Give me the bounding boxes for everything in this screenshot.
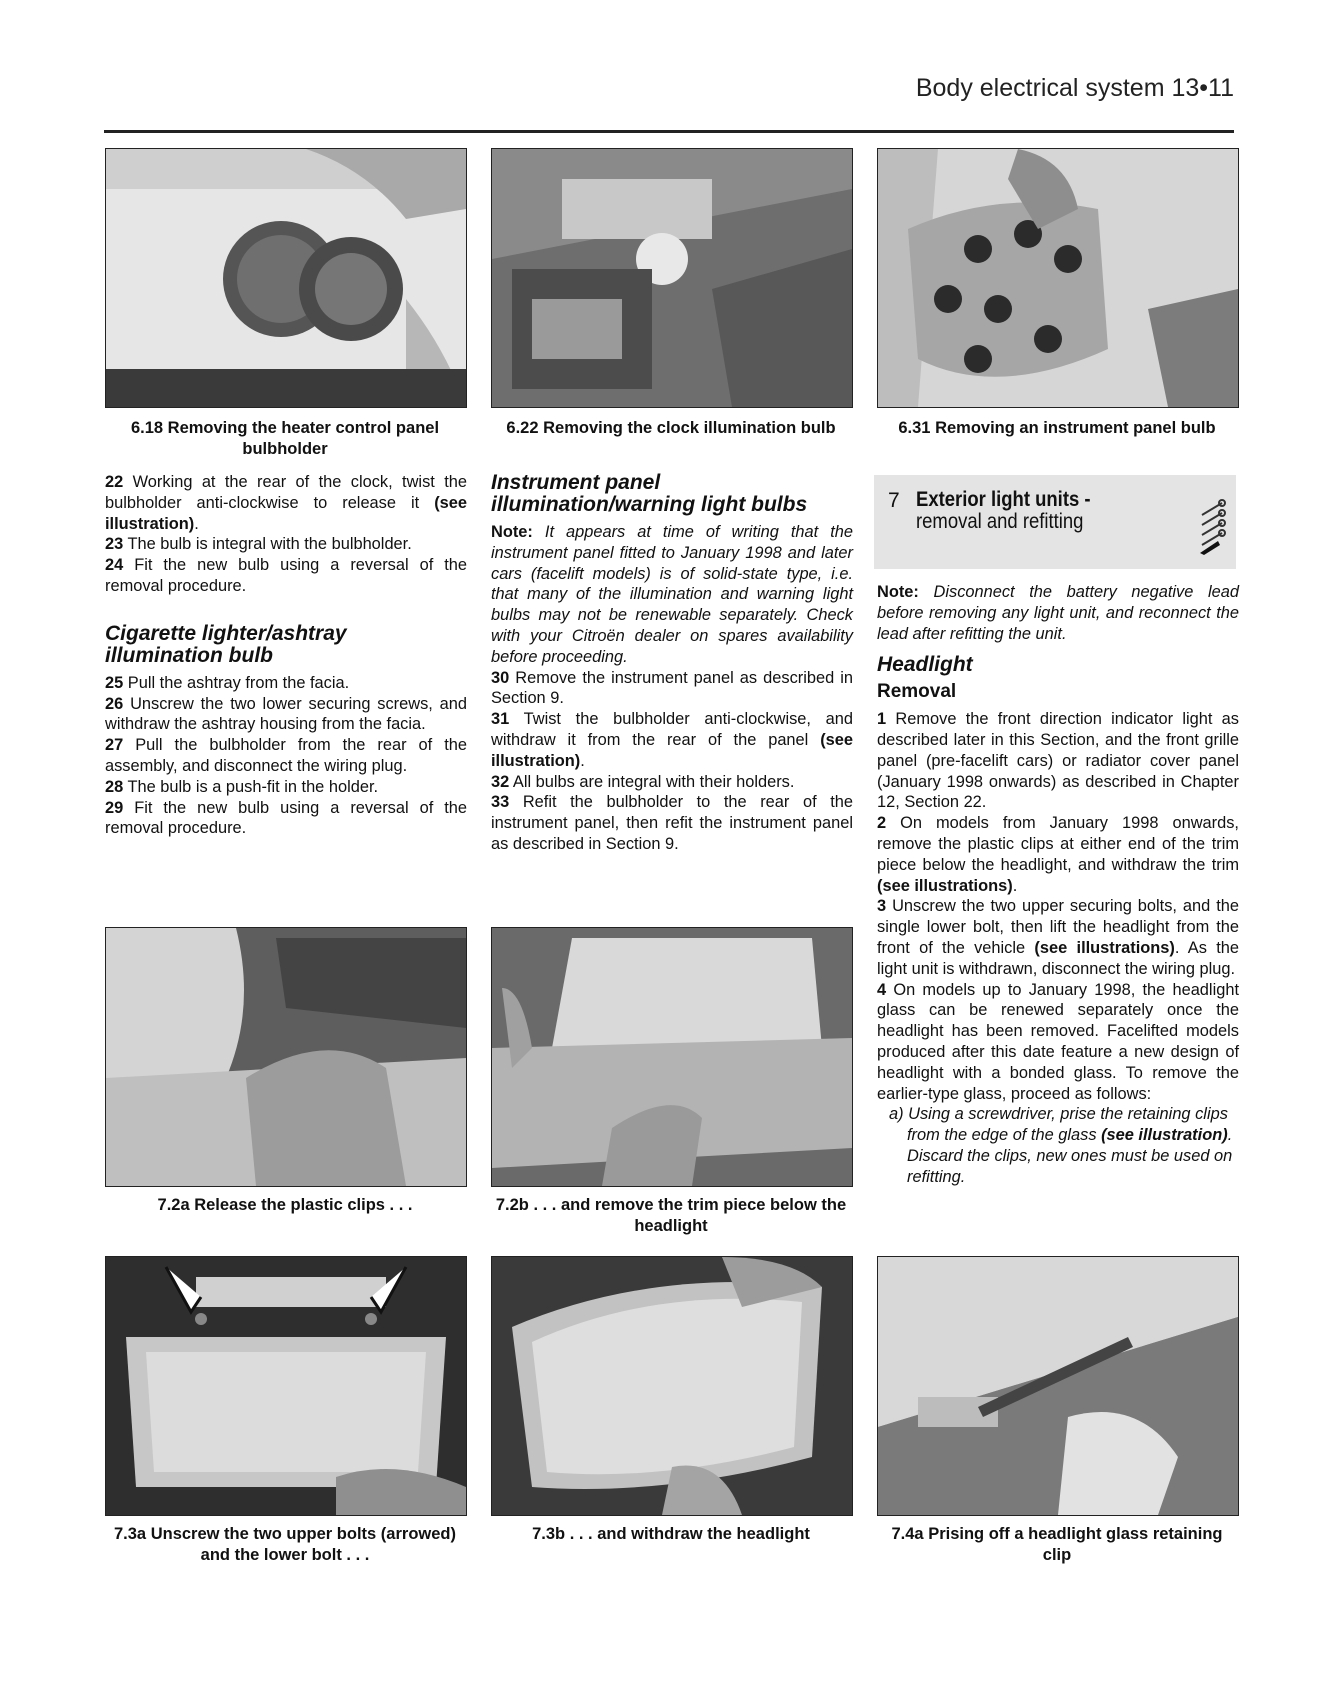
step-29: 29 Fit the new bulb using a reversal of the removal procedure.	[105, 798, 467, 838]
section-7-header	[874, 475, 1236, 569]
photo-7-2a	[105, 927, 467, 1187]
step-25: 25 Pull the ashtray from the facia.	[105, 673, 350, 692]
photo-7-2b	[491, 927, 853, 1187]
step-28: 28 The bulb is a push-fit in the holder.	[105, 777, 379, 796]
note-exterior-lights: Note: Disconnect the battery negative lead before removing any light unit, and reconnect the lead after refitting the unit.	[877, 583, 1239, 643]
step-33: 33 Refit the bulbholder to the rear of the instrument panel, then refit the instrument panel as described in Section 9.	[491, 793, 853, 853]
photo-6-31	[877, 148, 1239, 408]
step-31: 31 Twist the bulbholder anti-clockwise, and withdraw it from the rear of the panel (see illustration).	[491, 710, 853, 770]
text-column-2	[491, 472, 853, 855]
caption-7-2b: 7.2b . . . and remove the trim piece below the headlight	[495, 1196, 847, 1235]
step-26: 26 Unscrew the two lower securing screws, and withdraw the ashtray housing from the facia.	[105, 694, 468, 734]
step-27: 27 Pull the bulbholder from the rear of the assembly, and disconnect the wiring plug.	[105, 736, 467, 775]
step-30: 30 Remove the instrument panel as described in Section 9.	[491, 668, 853, 708]
step-4a: a) Using a screwdriver, prise the retaining clips from the edge of the glass (see illustration). Discard the clips, new ones must be used on refitting.	[889, 1105, 1233, 1186]
caption-6-22: 6.22 Removing the clock illumination bulb	[506, 419, 836, 437]
section-number: 7	[888, 489, 900, 512]
step-1: 1 Remove the front direction indicator light as described later in this Section, and the front grille panel (pre-facelift cars) or radiator cover panel (January 1998 onwards) as described in Chapter 12, Section 22.	[877, 710, 1239, 812]
caption-7-2a: 7.2a Release the plastic clips . . .	[157, 1196, 413, 1214]
step-4: 4 On models up to January 1998, the headlight glass can be renewed separately once the headlight has been removed. Facelifted models produced after this date feature a new design of headlight with a bonded glass. To remove the earlier-type glass, proceed as follows:	[877, 980, 1239, 1103]
caption-7-4a: 7.4a Prising off a headlight glass retaining clip	[891, 1525, 1223, 1564]
text-column-3	[877, 582, 1239, 1188]
caption-6-31: 6.31 Removing an instrument panel bulb	[898, 419, 1216, 437]
caption-7-3a: 7.3a Unscrew the two upper bolts (arrowed) and the lower bolt . . .	[114, 1525, 456, 1564]
photo-6-22	[491, 148, 853, 408]
heading-instrument-panel: Instrument panel illumination/warning light bulbs	[491, 471, 808, 516]
photo-7-4a	[877, 1256, 1239, 1516]
step-22: 22 Working at the rear of the clock, twist the bulbholder anti-clockwise to release it (see illustration).	[105, 473, 467, 533]
section-title: Exterior light units - removal and refitting	[916, 488, 1091, 533]
subheading-removal: Removal	[877, 681, 957, 703]
note-instrument-panel: Note: It appears at time of writing that the instrument panel fitted to January 1998 and later cars (facelift models) is of solid-state type, i.e. that many of the illumination and warning light bulbs may not be renewable separately. Check with your Citroën dealer on spares availability before proceeding.	[491, 523, 853, 666]
step-3: 3 Unscrew the two upper securing bolts, and the single lower bolt, then lift the headlight from the front of the vehicle (see illustrations). As the light unit is withdrawn, disconnect the wiring plug.	[877, 897, 1240, 978]
page-header	[104, 74, 1234, 133]
text-column-1	[105, 472, 467, 839]
caption-6-18: 6.18 Removing the heater control panel bulbholder	[130, 419, 440, 458]
step-2: 2 On models from January 1998 onwards, remove the plastic clips at either end of the trim piece below the headlight, and withdraw the trim (see illustrations).	[877, 814, 1239, 895]
step-23: 23 The bulb is integral with the bulbholder.	[105, 535, 412, 554]
photo-7-3b	[491, 1256, 853, 1516]
step-32: 32 All bulbs are integral with their holders.	[491, 772, 795, 791]
heading-headlight: Headlight	[877, 653, 973, 677]
spanner-difficulty-icon	[1198, 487, 1228, 557]
photo-7-3a	[105, 1256, 467, 1516]
page-header-title: Body electrical system 13•11	[915, 74, 1234, 102]
step-24: 24 Fit the new bulb using a reversal of the removal procedure.	[105, 556, 467, 595]
heading-cigarette-lighter: Cigarette lighter/ashtray illumination bulb	[105, 621, 347, 667]
caption-7-3b: 7.3b . . . and withdraw the headlight	[532, 1525, 810, 1543]
photo-6-18	[105, 148, 467, 408]
